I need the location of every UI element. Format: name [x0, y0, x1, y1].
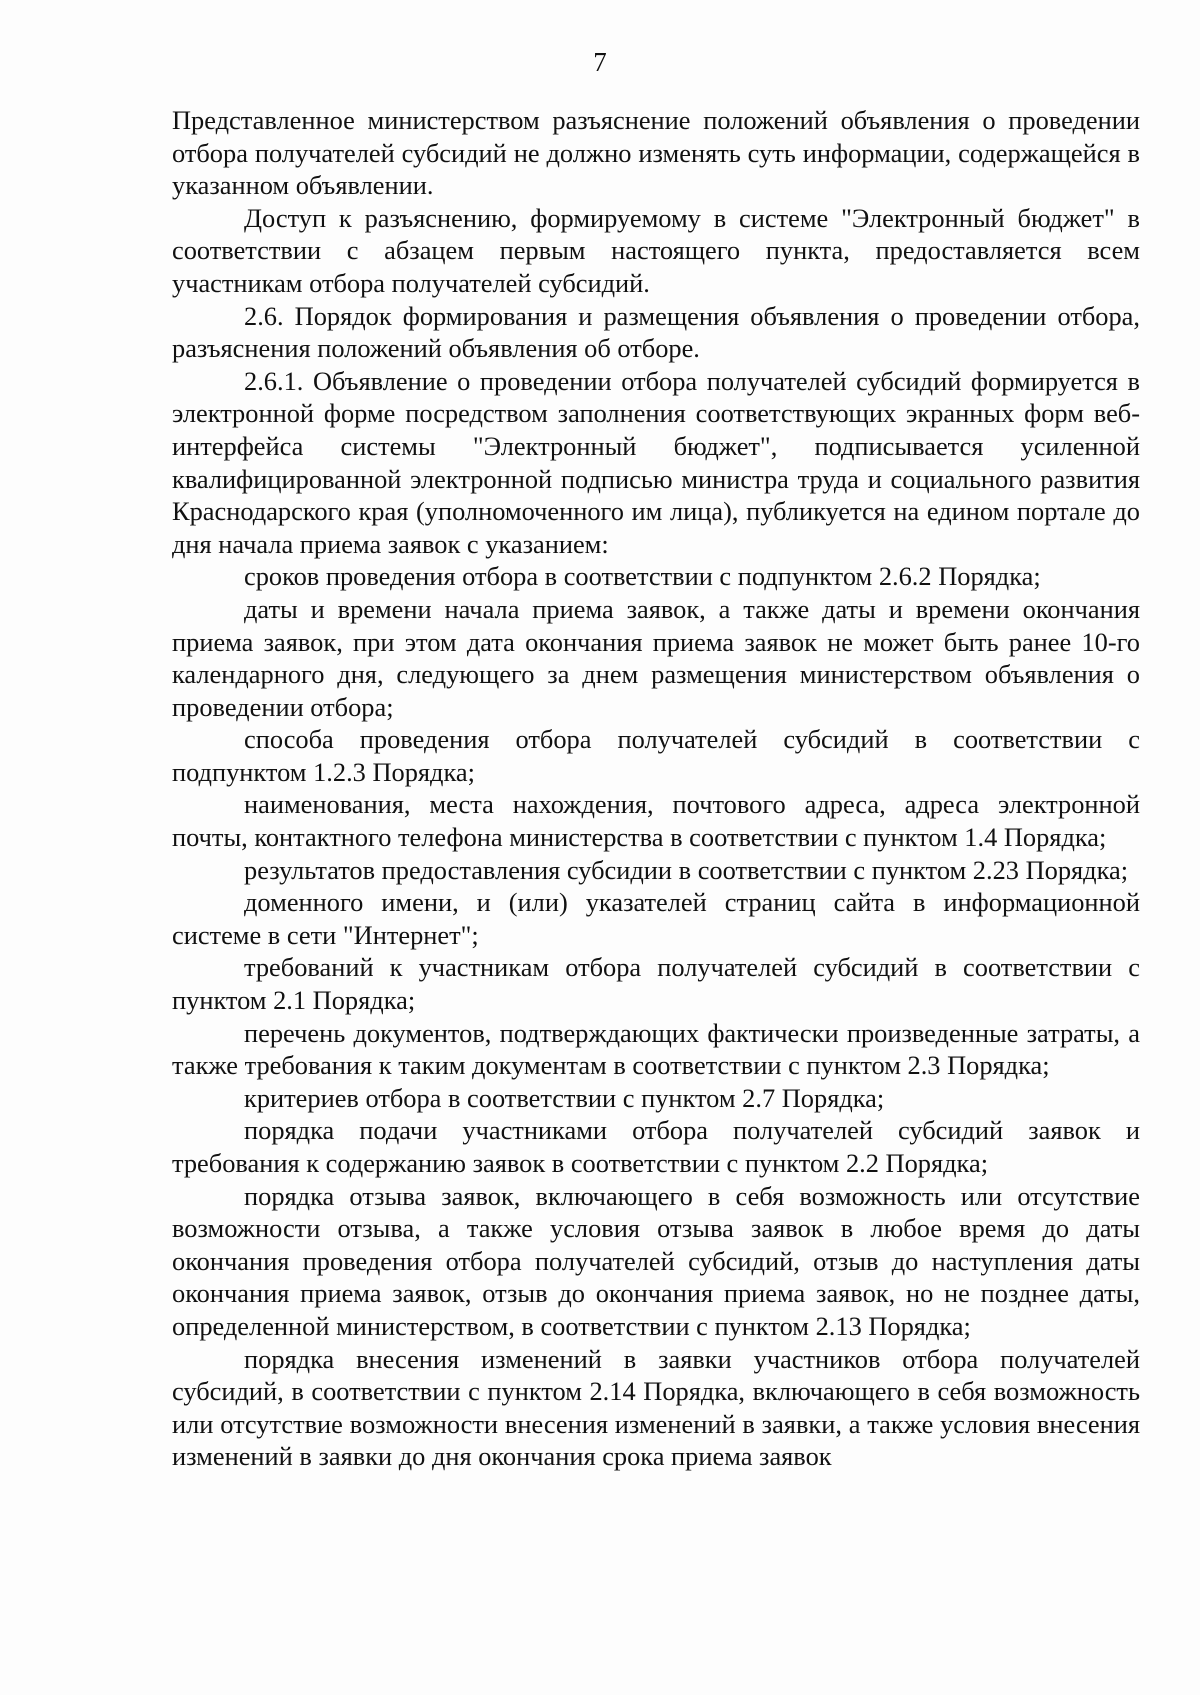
paragraph-access-clarification: Доступ к разъяснению, формируемому в системе "Электронный бюджет" в соответствии с абзацем первым настоящего пункта, предоставляется всем участникам отбора получателей субсидий. [172, 202, 1140, 298]
paragraph-section-2-6: 2.6. Порядок формирования и размещения объявления о проведении отбора, разъяснения положений объявления об отборе. [172, 300, 1140, 364]
list-item-subsidy-results: результатов предоставления субсидии в соответствии с пунктом 2.23 Порядка; [244, 854, 1129, 885]
list-item-application-withdrawal: порядка отзыва заявок, включающего в себя возможность или отсутствие возможности отзыва, а также условия отзыва заявок в любое время до даты окончания проведения отбора получателей субсидий, отзыв до наступления даты окончания приема заявок, отзыв до окончания приема заявок, но не позднее даты, определенной министерством, в соответствии с пунктом 2.13 Порядка; [172, 1180, 1140, 1341]
list-item-selection-terms: сроков проведения отбора в соответствии с подпунктом 2.6.2 Порядка; [244, 561, 1041, 592]
list-item-ministry-contacts: наименования, места нахождения, почтового адреса, адреса электронной почты, контактного телефона министерства в соответствии с пунктом 1.4 Порядка; [172, 789, 1140, 853]
list-item-documents-list: перечень документов, подтверждающих фактически произведенные затраты, а также требования к таким документам в соответствии с пунктом 2.3 Порядка; [172, 1017, 1140, 1081]
list-item-application-dates: даты и времени начала приема заявок, а также даты и времени окончания приема заявок, при этом дата окончания приема заявок не может быть ранее 10-го календарного дня, следующего за днем размещения министерством объявления о проведении отбора; [172, 593, 1140, 722]
list-item-application-changes: порядка внесения изменений в заявки участников отбора получателей субсидий, в соответствии с пунктом 2.14 Порядка, включающего в себя возможность или отсутствие возможности внесения изменений в заявки, а также условия внесения изменений в заявки до дня окончания срока приема заявок [172, 1343, 1140, 1472]
list-item-domain-name: доменного имени, и (или) указателей страниц сайта в информационной системе в сети "Интернет"; [172, 887, 1140, 950]
paragraph-section-2-6-1: 2.6.1. Объявление о проведении отбора получателей субсидий формируется в электронной форме посредством заполнения соответствующих экранных форм веб-интерфейса системы "Электронный бюджет", подписывается усиленной квалифицированной электронной подписью министра труда и социального развития Краснодарского края (уполномоченного им лица), публикуется на едином портале до дня начала приема заявок с указанием: [172, 365, 1140, 559]
list-item-selection-method: способа проведения отбора получателей субсидий в соответствии с подпунктом 1.2.3 Порядка; [172, 724, 1140, 787]
list-item-participant-requirements: требований к участникам отбора получателей субсидий в соответствии с пунктом 2.1 Порядка; [172, 952, 1140, 1016]
page-number: 7 [593, 47, 607, 77]
paragraph-continuation: Представленное министерством разъяснение положений объявления о проведении отбора получателей субсидий не должно изменять суть информации, содержащейся в указанном объявлении. [172, 105, 1140, 201]
list-item-selection-criteria: критериев отбора в соответствии с пунктом 2.7 Порядка; [244, 1082, 885, 1113]
list-item-application-procedure: порядка подачи участниками отбора получателей субсидий заявок и требования к содержанию заявок в соответствии с пунктом 2.2 Порядка; [172, 1115, 1140, 1178]
document-body [172, 104, 1140, 1473]
